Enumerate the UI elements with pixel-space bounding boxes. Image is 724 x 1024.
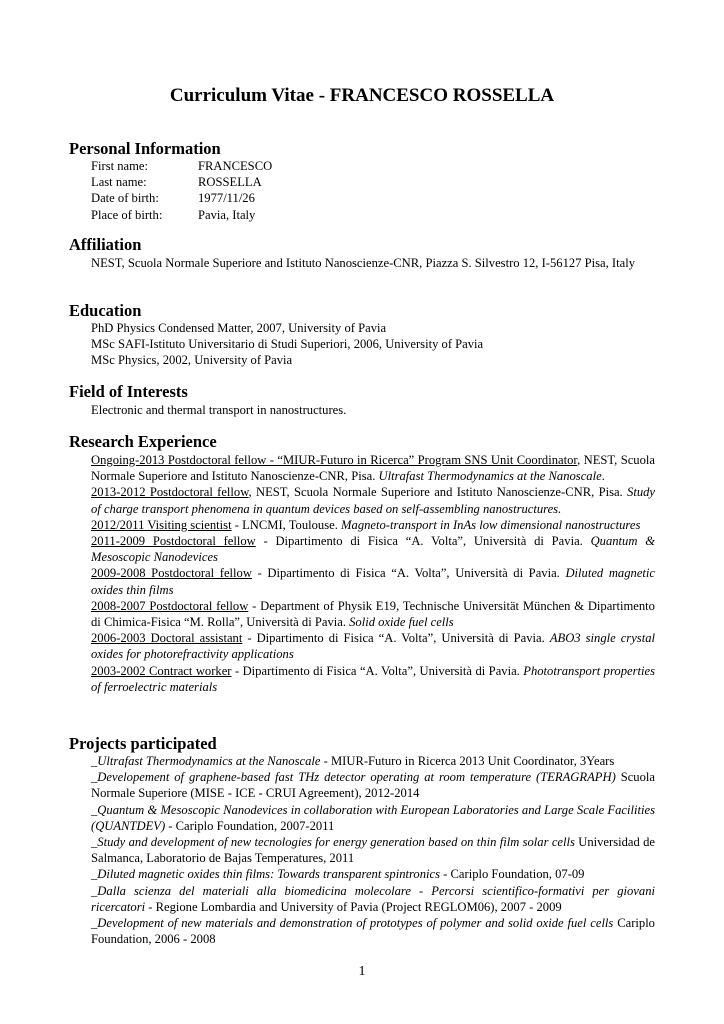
research-place: - Dipartimento di Fisica “A. Volta”, Università di Pavia. — [231, 663, 524, 678]
project-details: - Cariplo Foundation, 07-09 — [440, 867, 585, 882]
research-role: 2008-2007 Postdoctoral fellow — [91, 598, 249, 613]
personal-row-date-of-birth — [91, 190, 655, 206]
project-details: Cariplo Foundation, 2006 - 2008 — [91, 916, 655, 947]
personal-row-last-name — [91, 174, 655, 190]
research-place: - LNCMI, Toulouse. — [231, 517, 342, 532]
research-topic: Magneto-transport in InAs low dimensional nanostructures — [341, 517, 641, 532]
personal-row-place-of-birth — [91, 207, 655, 223]
research-topic: Ultrafast Thermodynamics at the Nanoscale — [378, 469, 602, 484]
field-value: Pavia, Italy — [198, 207, 256, 222]
research-place: - Dipartimento di Fisica “A. Volta”, Università di Pavia. — [255, 534, 591, 549]
project-title: _Ultrafast Thermodynamics at the Nanoscale — [91, 754, 321, 768]
research-role: 2012/2011 Visiting scientist — [91, 517, 232, 532]
research-item — [91, 484, 655, 516]
section-heading-education: Education — [69, 301, 142, 320]
education-item: PhD Physics Condensed Matter, 2007, University of Pavia — [91, 321, 387, 335]
project-details: - MIUR-Futuro in Ricerca 2013 Unit Coordinator, 3Years — [320, 754, 615, 768]
research-role: Ongoing-2013 Postdoctoral fellow - “MIUR-Futuro in Ricerca” Program SNS Unit Coordinator — [91, 453, 578, 467]
education-item: MSc SAFI-Istituto Universitario di Studi Superiori, 2006, University of Pavia — [91, 337, 484, 352]
interests-text: Electronic and thermal transport in nanostructures. — [91, 403, 347, 417]
project-title: _Study and development of new tecnologies for energy generation based on thin film solar cells — [91, 835, 575, 850]
research-item — [91, 565, 655, 597]
research-topic: Study of charge transport phenomena in quantum devices based on self-assembling nanostructures. — [91, 485, 656, 516]
page-number: 1 — [358, 964, 366, 979]
research-place: - Dipartimento di Fisica “A. Volta”, Università di Pavia. — [242, 631, 550, 646]
research-place: - Department of Physik E19, Technische Universität München & Dipartimento di Chimica-Fisica “M. Rolla”, Università di Pavia. — [91, 598, 655, 630]
personal-info — [91, 158, 655, 223]
project-title: _Dalla scienza del materiali alla biomedicina molecolare - Percorsi scientifico-formativi per giovani ricercatori — [91, 883, 655, 914]
research-place: , NEST, Scuola Normale Superiore and Istituto Nanoscienze-CNR, Pisa. — [91, 453, 655, 484]
project-details: Scuola Normale Superiore (MISE - ICE - CRUI Agreement), 2012-2014 — [91, 770, 655, 801]
research-list — [91, 452, 655, 695]
section-heading-projects: Projects participated — [69, 734, 217, 753]
education-list — [91, 320, 655, 369]
research-topic: Solid oxide fuel cells — [349, 615, 454, 630]
field-label: Place of birth: — [91, 207, 163, 222]
field-value: ROSSELLA — [198, 175, 262, 190]
project-details: Universidad de Salmanca, Laboratorio de Bajas Temperatures, 2011 — [91, 835, 655, 866]
research-topic: Phototransport properties of ferroelectric materials — [91, 663, 655, 694]
research-item — [91, 630, 655, 662]
field-value: 1977/11/26 — [198, 191, 255, 206]
research-place: - Dipartimento di Fisica “A. Volta”, Università di Pavia. — [251, 566, 566, 581]
project-title: _Developement of graphene-based fast THz detector operating at room temperature (TERAGRAPH) — [91, 770, 616, 785]
field-value: FRANCESCO — [198, 159, 273, 173]
project-title: _Quantum & Mesoscopic Nanodevices in collaboration with European Laboratories and Large Scale Facilities (QUANTDEV) — [91, 802, 655, 833]
project-item — [91, 834, 655, 866]
document-title: Curriculum Vitae - FRANCESCO ROSSELLA — [169, 85, 555, 106]
section-heading-interests: Field of Interests — [69, 382, 188, 401]
field-label: First name: — [91, 159, 149, 173]
research-role: 2003-2002 Contract worker — [91, 663, 232, 678]
field-label: Last name: — [91, 175, 147, 190]
research-place: , NEST, Scuola Normale Superiore and Istituto Nanoscienze-CNR, Pisa. — [248, 485, 628, 500]
section-heading-research: Research Experience — [69, 432, 217, 451]
field-label: Date of birth: — [91, 191, 159, 206]
project-details: - Regione Lombardia and University of Pavia (Project REGLOM06), 2007 - 2009 — [145, 899, 562, 914]
project-item — [91, 883, 655, 915]
research-item — [91, 517, 655, 533]
personal-row-first-name — [91, 158, 655, 174]
research-item — [91, 598, 655, 630]
project-item — [91, 753, 655, 769]
research-role: 2009-2008 Postdoctoral fellow — [91, 566, 252, 581]
project-item — [91, 769, 655, 801]
project-item — [91, 915, 655, 947]
project-item — [91, 866, 655, 882]
research-item — [91, 663, 655, 695]
research-end: . — [601, 469, 605, 484]
research-item — [91, 452, 655, 484]
research-topic: Quantum & Mesoscopic Nanodevices — [91, 534, 655, 565]
research-topic: ABO3 single crystal oxides for photorefractivity applications — [91, 631, 655, 662]
project-title: _Development of new materials and demonstration of prototypes of polymer and solid oxide fuel cells — [91, 916, 614, 931]
research-topic: Diluted magnetic oxides thin films — [91, 566, 655, 597]
research-role: 2006-2003 Doctoral assistant — [91, 631, 243, 646]
research-item — [91, 533, 655, 565]
affiliation-text: NEST, Scuola Normale Superiore and Istituto Nanoscienze-CNR, Piazza S. Silvestro 12, I-56127 Pisa, Italy — [91, 256, 635, 270]
section-heading-personal: Personal Information — [69, 139, 221, 158]
project-details: - Cariplo Foundation, 2007-2011 — [165, 818, 335, 833]
research-role: 2013-2012 Postdoctoral fellow — [91, 485, 249, 500]
project-item — [91, 802, 655, 834]
project-title: _Diluted magnetic oxides thin films: Towards transparent spintronics — [91, 867, 441, 882]
research-role: 2011-2009 Postdoctoral fellow — [91, 534, 256, 549]
education-item: MSc Physics, 2002, University of Pavia — [91, 353, 293, 368]
projects-list — [91, 753, 655, 947]
section-heading-affiliation: Affiliation — [69, 235, 142, 254]
